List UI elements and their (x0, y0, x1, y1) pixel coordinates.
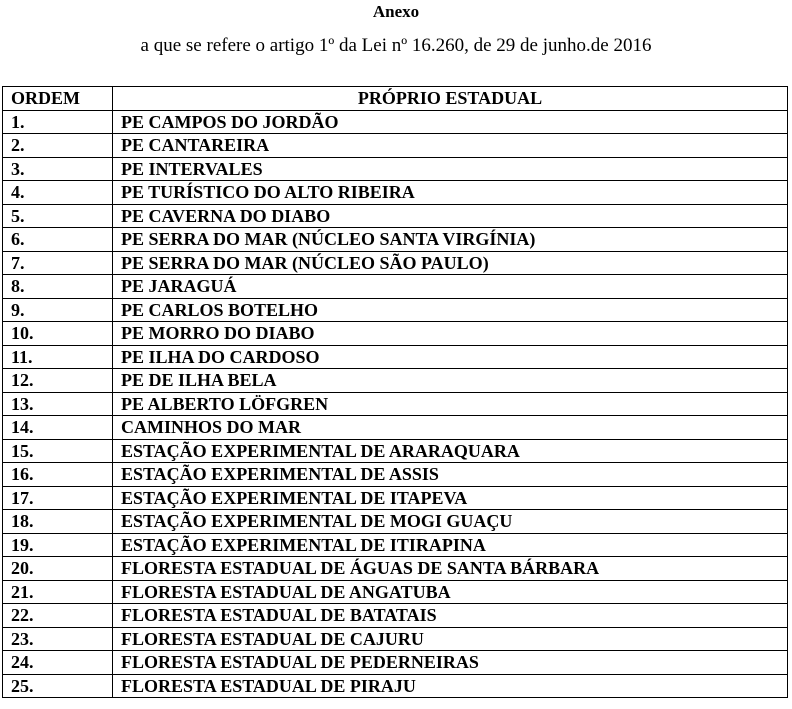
order-cell: 3. (3, 157, 113, 181)
property-name-cell: ESTAÇÃO EXPERIMENTAL DE ASSIS (113, 463, 788, 487)
table-row (3, 416, 788, 440)
order-cell: 1. (3, 110, 113, 134)
table-row (3, 322, 788, 346)
table-row (3, 674, 788, 698)
property-name-cell: ESTAÇÃO EXPERIMENTAL DE ITIRAPINA (113, 533, 788, 557)
table-row (3, 604, 788, 628)
table-row (3, 580, 788, 604)
order-cell: 18. (3, 510, 113, 534)
table-row (3, 369, 788, 393)
order-cell: 8. (3, 275, 113, 299)
table-row (3, 651, 788, 675)
order-cell: 23. (3, 627, 113, 651)
order-cell: 16. (3, 463, 113, 487)
property-name-cell: FLORESTA ESTADUAL DE ANGATUBA (113, 580, 788, 604)
property-name-cell: PE ALBERTO LÖFGREN (113, 392, 788, 416)
property-name-cell: PE DE ILHA BELA (113, 369, 788, 393)
order-cell: 6. (3, 228, 113, 252)
order-cell: 22. (3, 604, 113, 628)
order-cell: 20. (3, 557, 113, 581)
order-cell: 15. (3, 439, 113, 463)
table-row (3, 251, 788, 275)
order-cell: 25. (3, 674, 113, 698)
order-cell: 21. (3, 580, 113, 604)
table-row (3, 275, 788, 299)
properties-table (2, 86, 788, 698)
property-name-cell: FLORESTA ESTADUAL DE BATATAIS (113, 604, 788, 628)
table-row (3, 533, 788, 557)
property-name-cell: FLORESTA ESTADUAL DE PIRAJU (113, 674, 788, 698)
property-name-cell: FLORESTA ESTADUAL DE ÁGUAS DE SANTA BÁRBARA (113, 557, 788, 581)
table-row (3, 181, 788, 205)
table-row (3, 228, 788, 252)
property-name-cell: ESTAÇÃO EXPERIMENTAL DE ARARAQUARA (113, 439, 788, 463)
table-row (3, 627, 788, 651)
order-cell: 14. (3, 416, 113, 440)
order-cell: 19. (3, 533, 113, 557)
property-name-cell: PE ILHA DO CARDOSO (113, 345, 788, 369)
property-name-cell: ESTAÇÃO EXPERIMENTAL DE ITAPEVA (113, 486, 788, 510)
property-name-cell: FLORESTA ESTADUAL DE CAJURU (113, 627, 788, 651)
property-name-cell: PE TURÍSTICO DO ALTO RIBEIRA (113, 181, 788, 205)
property-name-cell: ESTAÇÃO EXPERIMENTAL DE MOGI GUAÇU (113, 510, 788, 534)
table-row (3, 298, 788, 322)
document-subtitle: a que se refere o artigo 1º da Lei nº 16.260, de 29 de junho.de 2016 (140, 35, 652, 56)
property-name-cell: PE CAVERNA DO DIABO (113, 204, 788, 228)
order-cell: 9. (3, 298, 113, 322)
order-cell: 17. (3, 486, 113, 510)
order-cell: 7. (3, 251, 113, 275)
order-cell: 5. (3, 204, 113, 228)
order-cell: 24. (3, 651, 113, 675)
table-row (3, 557, 788, 581)
property-name-cell: PE SERRA DO MAR (NÚCLEO SÃO PAULO) (113, 251, 788, 275)
table-row (3, 110, 788, 134)
table-row (3, 345, 788, 369)
property-name-cell: PE SERRA DO MAR (NÚCLEO SANTA VIRGÍNIA) (113, 228, 788, 252)
property-name-cell: PE CARLOS BOTELHO (113, 298, 788, 322)
table-row (3, 510, 788, 534)
header-proprio-estadual: PRÓPRIO ESTADUAL (113, 87, 788, 111)
property-name-cell: PE INTERVALES (113, 157, 788, 181)
table-row (3, 392, 788, 416)
property-name-cell: PE CAMPOS DO JORDÃO (113, 110, 788, 134)
table-row (3, 486, 788, 510)
table-row (3, 463, 788, 487)
table-row (3, 204, 788, 228)
order-cell: 11. (3, 345, 113, 369)
table-row (3, 157, 788, 181)
property-name-cell: CAMINHOS DO MAR (113, 416, 788, 440)
order-cell: 4. (3, 181, 113, 205)
table-row (3, 439, 788, 463)
order-cell: 12. (3, 369, 113, 393)
table-row (3, 134, 788, 158)
order-cell: 2. (3, 134, 113, 158)
property-name-cell: PE JARAGUÁ (113, 275, 788, 299)
property-name-cell: FLORESTA ESTADUAL DE PEDERNEIRAS (113, 651, 788, 675)
table-header-row (3, 87, 788, 111)
order-cell: 10. (3, 322, 113, 346)
document-title: Anexo (372, 2, 420, 21)
property-name-cell: PE CANTAREIRA (113, 134, 788, 158)
order-cell: 13. (3, 392, 113, 416)
header-ordem: ORDEM (3, 87, 113, 111)
property-name-cell: PE MORRO DO DIABO (113, 322, 788, 346)
